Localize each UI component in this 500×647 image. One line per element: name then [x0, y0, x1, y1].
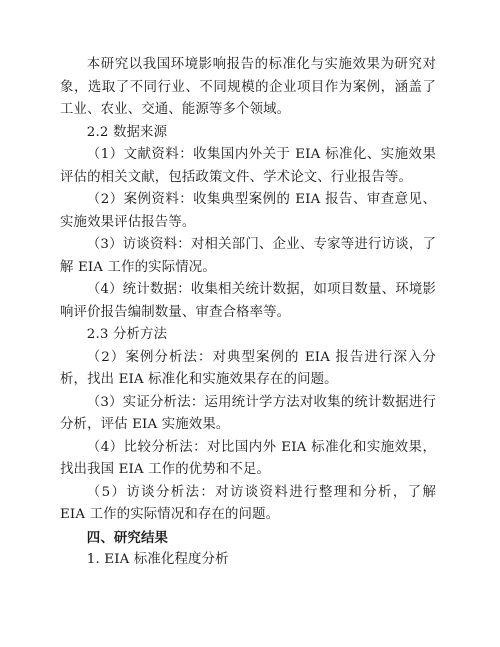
method-item-3: （3）实证分析法：运用统计学方法对收集的统计数据进行分析，评估 EIA 实施效果。 [60, 394, 436, 432]
method-item-4: （4）比较分析法：对比国内外 EIA 标准化和实施效果，找出我国 EIA 工作的优势和不足。 [60, 439, 436, 477]
document-body [60, 54, 436, 572]
method-item-2: （2）案例分析法：对典型案例的 EIA 报告进行深入分析，找出 EIA 标准化和实施效果存在的问题。 [60, 349, 436, 387]
data-source-item-3: （3）访谈资料：对相关部门、企业、专家等进行访谈，了解 EIA 工作的实际情况。 [60, 237, 436, 275]
section-heading-2-2: 2.2 数据来源 [86, 124, 168, 140]
data-source-item-4: （4）统计数据：收集相关统计数据，如项目数量、环境影响评价报告编制数量、审查合格率等。 [60, 282, 436, 320]
data-source-item-1: （1）文献资料：收集国内外关于 EIA 标准化、实施效果评估的相关文献，包括政策文件、学术论文、行业报告等。 [60, 147, 436, 185]
method-item-5: （5）访谈分析法：对访谈资料进行整理和分析，了解 EIA 工作的实际情况和存在的问题。 [60, 484, 436, 522]
section-heading-results: 四、研究结果 [86, 529, 169, 546]
section-heading-2-3: 2.3 分析方法 [86, 327, 168, 342]
data-source-item-2: （2）案例资料：收集典型案例的 EIA 报告、审查意见、实施效果评估报告等。 [60, 192, 436, 230]
intro-paragraph: 本研究以我国环境影响报告的标准化与实施效果为研究对象，选取了不同行业、不同规模的企业项目作为案例，涵盖了工业、农业、交通、能源等多个领域。 [60, 57, 436, 117]
subsection-heading-eia-standardization: 1. EIA 标准化程度分析 [86, 552, 229, 567]
